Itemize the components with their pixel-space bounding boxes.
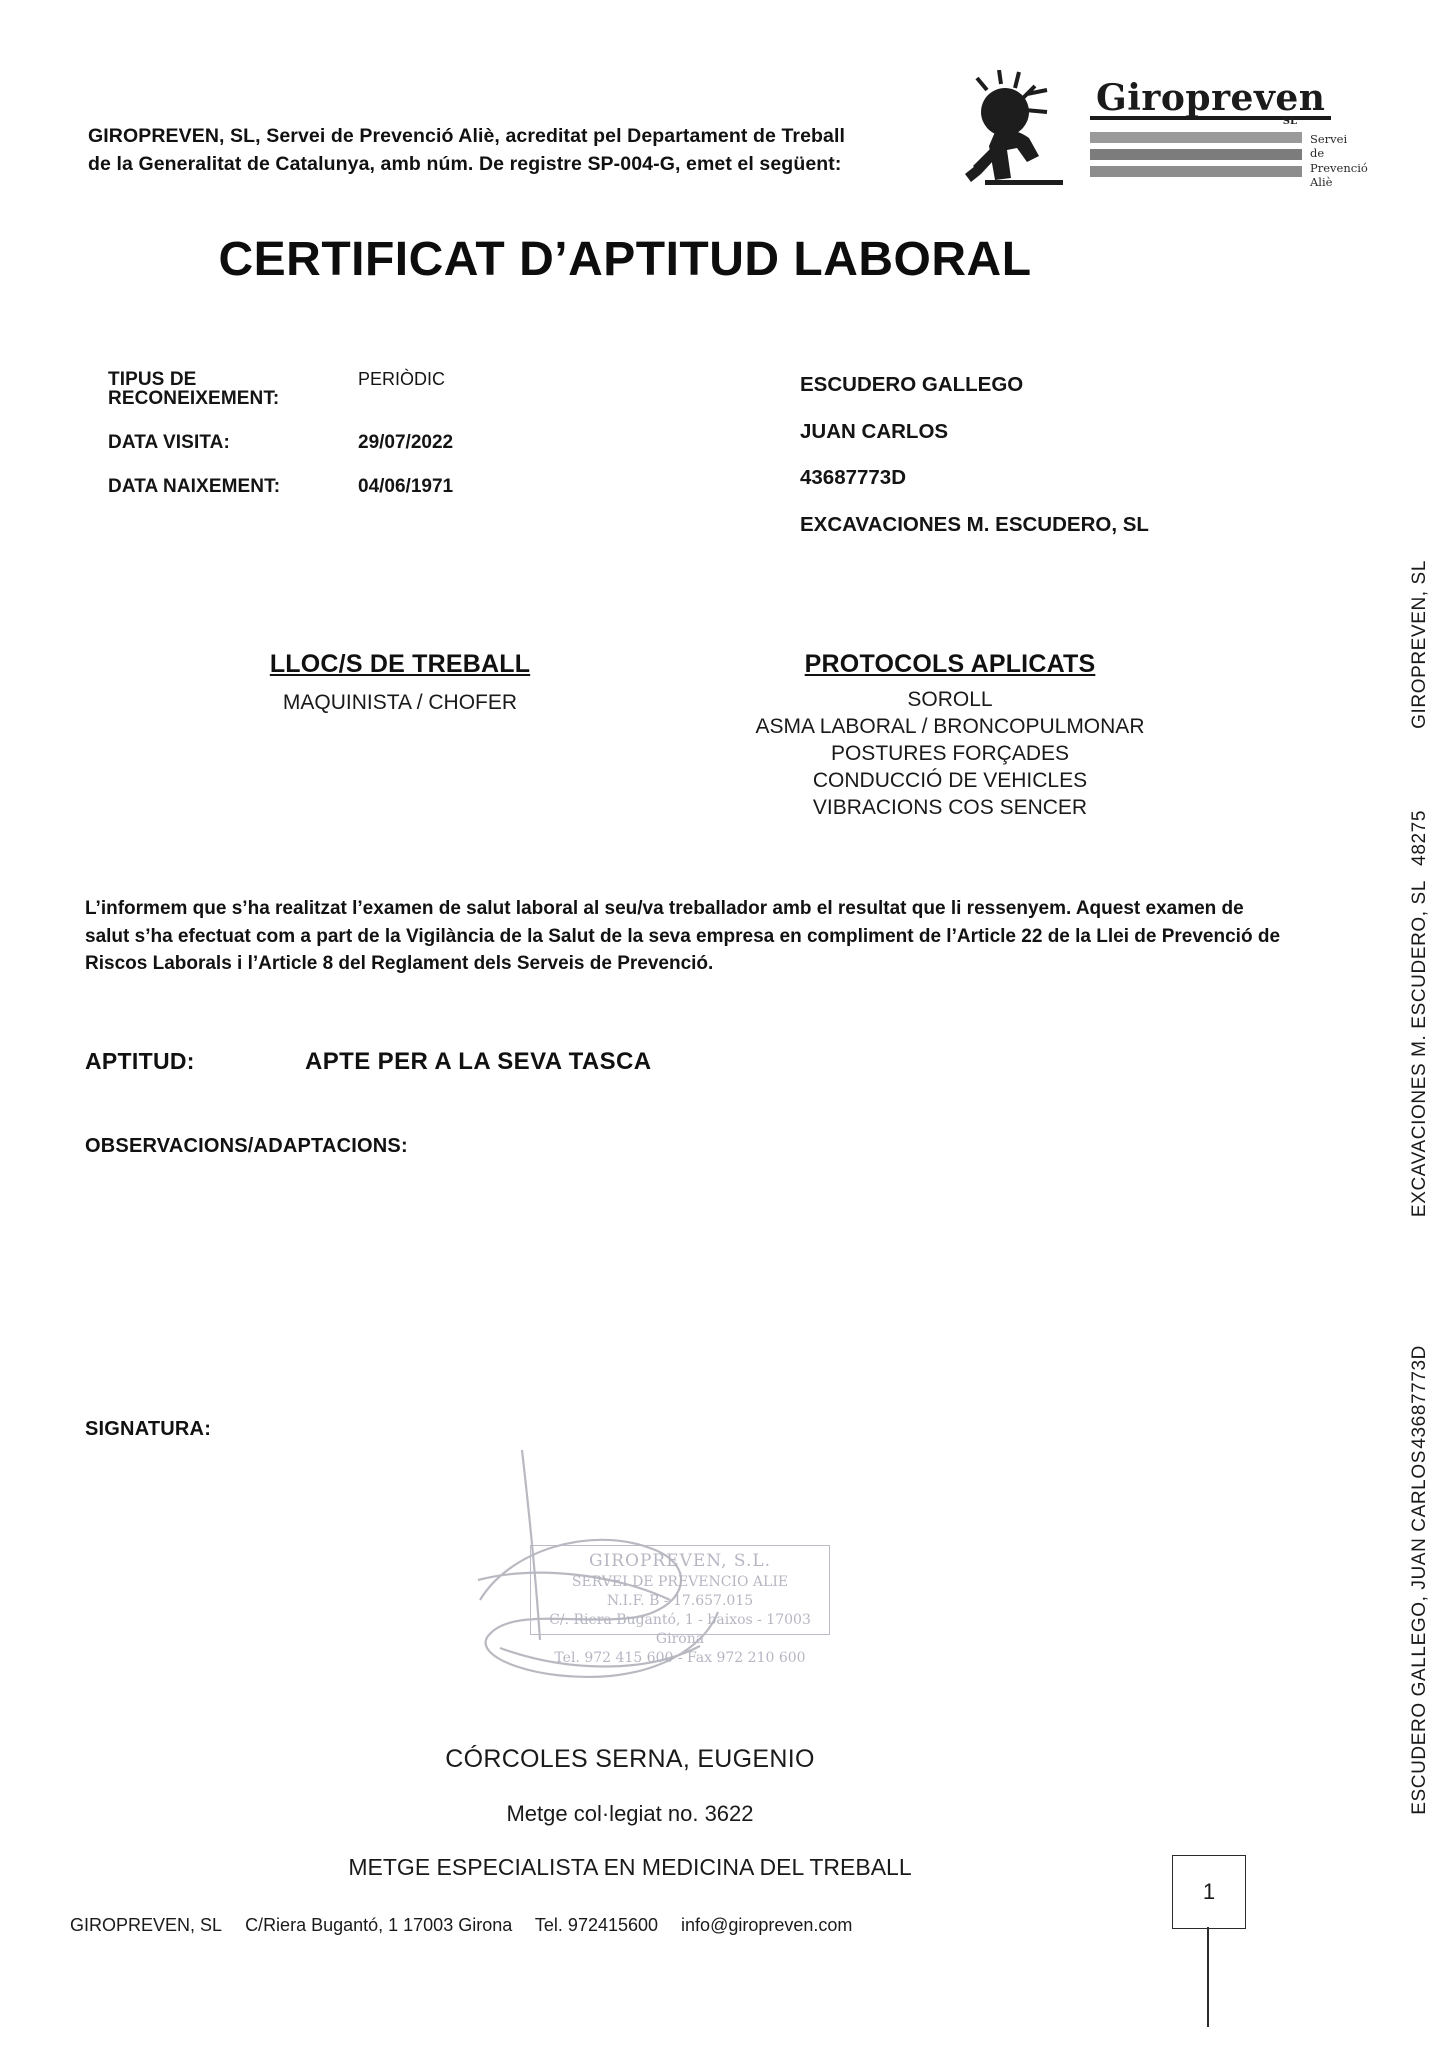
margin-text-worker: ESCUDERO GALLEGO, JUAN CARLOS (1409, 1450, 1430, 1815)
logo-tagline (1310, 132, 1368, 190)
protocols-item: VIBRACIONS COS SENCER (812, 795, 1088, 819)
logo-bars (1090, 132, 1302, 184)
protocols-item: SOROLL (907, 688, 993, 711)
logo-wordmark-sub: SL (1282, 116, 1297, 127)
stamp-line-5: Tel. 972 415 600 - Fax 972 210 600 (554, 1649, 806, 1666)
footer-email: info@giropreven.com (681, 1915, 853, 1935)
protocols-heading: PROTOCOLS APLICATS (804, 650, 1096, 678)
info-row (108, 433, 453, 452)
protocols-list (700, 687, 1200, 821)
jobs-section (190, 650, 610, 715)
exam-info-block (108, 370, 453, 521)
protocols-item: ASMA LABORAL / BRONCOPULMONAR (755, 714, 1145, 738)
logo-welder-icon (955, 70, 1080, 190)
logo-tagline-4: Aliè (1310, 175, 1333, 190)
footer-company: GIROPREVEN, SL (70, 1915, 223, 1935)
info-row (108, 477, 453, 496)
info-value-type: PERIÒDIC (358, 369, 446, 389)
footer-address: C/Riera Bugantó, 1 17003 Girona (245, 1915, 513, 1935)
doctor-license: Metge col·legiat no. 3622 (506, 1801, 754, 1826)
footer-phone: Tel. 972415600 (534, 1915, 659, 1935)
page-number-leader-line (1207, 1927, 1209, 2027)
stamp-line-3: N.I.F. B - 17.657.015 (606, 1592, 754, 1609)
header-intro (88, 122, 918, 179)
doctor-speciality: METGE ESPECIALISTA EN MEDICINA DEL TREBALL (348, 1854, 912, 1880)
signature-label: SIGNATURA: (85, 1418, 212, 1440)
logo-tagline-1: Servei (1310, 132, 1348, 146)
info-label-visit-date: DATA VISITA: (108, 432, 230, 453)
jobs-item: MAQUINISTA / CHOFER (282, 691, 518, 714)
aptitud-label: APTITUD: (85, 1048, 195, 1074)
stamp-line-4: C/. Riera Bugantó, 1 - baixos - 17003 Girona (549, 1611, 811, 1647)
margin-text-id: 43687773D (1409, 1345, 1430, 1449)
legal-paragraph: L’informem que s’ha realitzat l’examen de salut laboral al seu/va treballador amb el resultat que li ressenyem. Aquest examen de salut s’ha efectuat com a part de la Vigilància de la Salut de la seva empresa en compliment de l’Article 22 de la Llei de Prevenció de Riscos Laborals i l’Article 8 del Reglament dels Serveis de Prevenció. (85, 898, 1281, 975)
page-number: 1 (1202, 1879, 1216, 1904)
page-number-box (1172, 1855, 1246, 1929)
giropreven-logo (955, 70, 1368, 200)
header-intro-line-1: GIROPREVEN, SL, Servei de Prevenció Aliè, acreditat pel Departament de Treball (88, 125, 846, 147)
info-row (108, 370, 453, 408)
worker-info-block (800, 375, 1149, 561)
protocols-item: CONDUCCIÓ DE VEHICLES (812, 768, 1088, 792)
margin-text-number: 48275 (1409, 810, 1430, 866)
stamp-line-1: GIROPREVEN, S.L. (588, 1551, 772, 1571)
doctor-block (300, 1745, 960, 1880)
worker-name: JUAN CARLOS (800, 419, 949, 443)
worker-company: EXCAVACIONES M. ESCUDERO, SL (800, 512, 1149, 536)
page-title: CERTIFICAT D’APTITUD LABORAL (218, 233, 1032, 286)
info-label-birth-date: DATA NAIXEMENT: (108, 476, 281, 497)
doctor-name: CÓRCOLES SERNA, EUGENIO (445, 1745, 815, 1773)
logo-tagline-3: Prevenció (1310, 160, 1368, 175)
company-stamp (530, 1545, 830, 1666)
margin-text-employer: EXCAVACIONES M. ESCUDERO, SL (1409, 880, 1430, 1218)
logo-tagline-2: de (1310, 146, 1325, 161)
stamp-line-2: SERVEI DE PREVENCIO ALIE (571, 1573, 789, 1590)
protocols-section (700, 650, 1200, 821)
observations-label: OBSERVACIONS/ADAPTACIONS: (85, 1135, 408, 1157)
header-intro-line-2: de la Generalitat de Catalunya, amb núm. De registre SP-004-G, emet el següent: (88, 153, 842, 176)
jobs-heading: LLOC/S DE TREBALL (269, 650, 531, 678)
info-label-type: TIPUS DE RECONEIXEMENT: (108, 369, 280, 409)
protocols-item: POSTURES FORÇADES (830, 741, 1070, 765)
aptitud-value: APTE PER A LA SEVA TASCA (305, 1048, 652, 1075)
logo-wordmark (1090, 77, 1326, 127)
info-value-birth-date: 04/06/1971 (358, 476, 454, 497)
worker-surname: ESCUDERO GALLEGO (800, 373, 1024, 396)
logo-wordmark-text: Giropreven (1090, 78, 1331, 120)
info-value-visit-date: 29/07/2022 (358, 432, 454, 453)
worker-id: 43687773D (800, 466, 907, 489)
footer (70, 1915, 870, 1936)
margin-text-company: GIROPREVEN, SL (1409, 560, 1430, 729)
